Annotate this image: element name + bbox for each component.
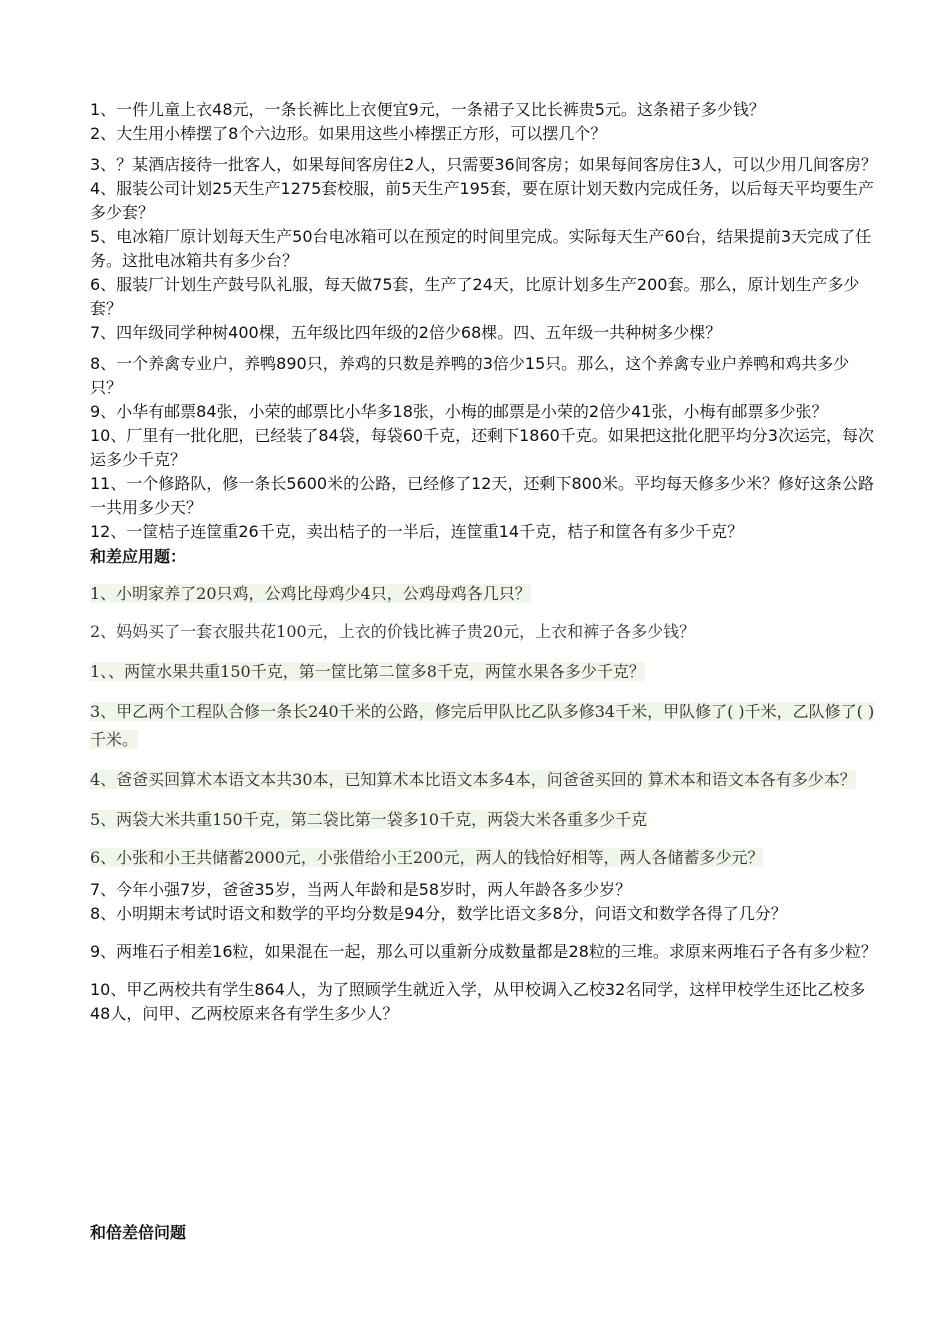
problem-b9: 8、小明期末考试时语文和数学的平均分数是94分，数学比语文多8分，问语文和数学各得了几分？ <box>90 904 787 923</box>
problem-a5: 5、电冰箱厂原计划每天生产50台电冰箱可以在预定的时间里完成。实际每天生产60台，结果提前3天完成了任务。这批电冰箱共有多少台？ <box>90 227 872 270</box>
problem-a3: 3、？某酒店接待一批客人，如果每间客房住2人，只需要36间客房；如果每间客房住3人，可以少用几间客房？ <box>90 155 877 174</box>
problem-b11: 10、甲乙两校共有学生864人，为了照顾学生就近入学，从甲校调入乙校32名同学，这样甲校学生还比乙校多48人，问甲、乙两校原来各有学生多少人？ <box>90 980 866 1023</box>
problem-a12: 12、一筐桔子连筐重26千克，卖出桔子的一半后，连筐重14千克，桔子和筐各有多少千克？ <box>90 522 744 541</box>
problem-b1 <box>90 580 880 608</box>
problem-b3 <box>90 658 880 686</box>
problem-b5 <box>90 766 880 794</box>
problem-a1: 1、一件儿童上衣48元，一条长裤比上衣便宜9元，一条裙子又比长裤贵5元。这条裙子多少钱？ <box>90 100 765 119</box>
problem-b2-text: 2、妈妈买了一套衣服共花100元，上衣的价钱比裤子贵20元，上衣和裤子各多少钱？ <box>90 622 696 641</box>
problem-b5-text: 4、爸爸买回算术本语文本共30本，已知算术本比语文本多4本，问爸爸买回的 算术本和语文本各有多少本？ <box>90 770 856 789</box>
problem-b8: 7、今年小强7岁，爸爸35岁，当两人年龄和是58岁时，两人年龄各多少岁？ <box>90 880 632 899</box>
problem-a7: 7、四年级同学种树400棵，五年级比四年级的2倍少68棵。四、五年级一共种树多少棵？ <box>90 323 722 342</box>
problem-a2: 2、大生用小棒摆了8个六边形。如果用这些小棒摆正方形，可以摆几个？ <box>90 124 607 143</box>
problem-a11: 11、一个修路队，修一条长5600米的公路，已经修了12天，还剩下800米。平均每天修多少米？修好这条公路一共用多少天？ <box>90 474 874 517</box>
problem-b7-text: 6、小张和小王共储蓄2000元，小张借给小王200元，两人的钱恰好相等，两人各储蓄多少元？ <box>90 848 764 867</box>
problem-b2 <box>90 618 880 646</box>
problem-b4-text: 3、甲乙两个工程队合修一条长240千米的公路，修完后甲队比乙队多修34千米，甲队修了( )千米，乙队修了( )千米。 <box>90 702 875 749</box>
problem-b4 <box>90 698 880 754</box>
problem-b3-text: 1、、两筐水果共重150千克，第一筐比第二筐多8千克，两筐水果各多少千克？ <box>90 662 645 681</box>
problem-a4: 4、服装公司计划25天生产1275套校服，前5天生产195套，要在原计划天数内完成任务，以后每天平均要生产多少套？ <box>90 179 874 222</box>
problem-a6: 6、服装厂计划生产鼓号队礼服，每天做75套，生产了24天，比原计划多生产200套。那么，原计划生产多少套？ <box>90 275 860 318</box>
problem-b6 <box>90 806 880 834</box>
problem-a8: 8、一个养禽专业户，养鸭890只，养鸡的只数是养鸭的3倍少15只。那么，这个养禽专业户养鸭和鸡共多少只？ <box>90 354 850 397</box>
problem-b7 <box>90 844 880 872</box>
problem-b1-text: 1、小明家养了20只鸡，公鸡比母鸡少4只，公鸡母鸡各几只？ <box>90 584 531 603</box>
section-heading-sum-difference: 和差应用题： <box>90 547 187 566</box>
document-body <box>90 98 880 1026</box>
problem-a10: 10、厂里有一批化肥，已经装了84袋，每袋60千克，还剩下1860千克。如果把这批化肥平均分3次运完，每次运多少千克？ <box>90 426 874 469</box>
problem-b6-text: 5、两袋大米共重150千克，第二袋比第一袋多10千克，两袋大米各重多少千克 <box>90 810 648 829</box>
problem-b10: 9、两堆石子相差16粒，如果混在一起，那么可以重新分成数量都是28粒的三堆。求原来两堆石子各有多少粒？ <box>90 942 877 961</box>
section-heading-multiple: 和倍差倍问题 <box>90 1223 187 1242</box>
problem-a9: 9、小华有邮票84张，小荣的邮票比小华多18张，小梅的邮票是小荣的2倍少41张，小梅有邮票多少张？ <box>90 402 828 421</box>
